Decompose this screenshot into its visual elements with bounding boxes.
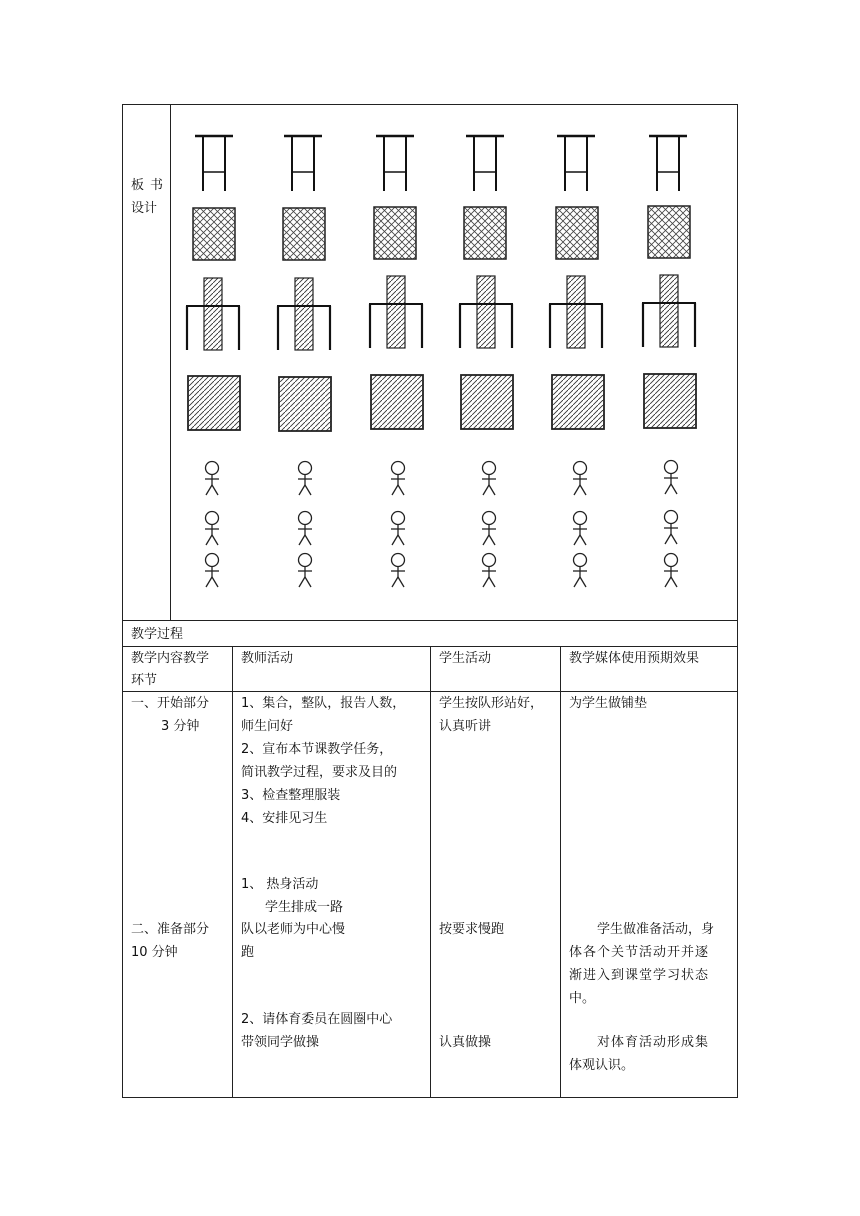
section2-teacher-line: 跑 bbox=[241, 945, 255, 960]
section2-student-exercise: 认真做操 bbox=[439, 1035, 492, 1050]
section2-content-line1: 二、准备部分 bbox=[131, 922, 210, 937]
section2-teacher-line: 2、请体育委员在圆圈中心 bbox=[241, 1012, 393, 1027]
board-label-line2: 设计 bbox=[131, 201, 158, 216]
section1-content-line2: 3 分钟 bbox=[161, 719, 200, 734]
section2-media-line: 渐进入到课堂学习状态 bbox=[569, 968, 710, 983]
board-divider bbox=[170, 104, 171, 620]
section2-teacher-line: 带领同学做操 bbox=[241, 1035, 320, 1050]
section1-teacher-line: 2、宣布本节课教学任务， bbox=[241, 742, 393, 757]
header-teacher: 教师活动 bbox=[241, 651, 294, 666]
section1-teacher-line: 3、检查整理服装 bbox=[241, 788, 341, 803]
section2-teacher-line: 学生排成一路 bbox=[265, 900, 344, 915]
header-student: 学生活动 bbox=[439, 651, 492, 666]
process-title: 教学过程 bbox=[131, 627, 184, 642]
section2-media-line: 学生做准备活动，身 bbox=[597, 922, 715, 937]
column-divider bbox=[560, 646, 561, 1098]
section1-student-line: 认真听讲 bbox=[439, 719, 492, 734]
section1-teacher-line: 1、集合，整队，报告人数， bbox=[241, 696, 406, 711]
header-media: 教学媒体使用预期效果 bbox=[569, 651, 700, 666]
section1-media-line: 为学生做铺垫 bbox=[569, 696, 648, 711]
section1-student-line: 学生按队形站好， bbox=[439, 696, 544, 711]
board-drawing bbox=[179, 116, 704, 594]
section1-teacher-line: 简讯教学过程，要求及目的 bbox=[241, 765, 398, 780]
section2-media-line: 体观认识。 bbox=[569, 1058, 635, 1073]
section1-content-line1: 一、开始部分 bbox=[131, 696, 210, 711]
section2-media-line: 对体育活动形成集 bbox=[597, 1035, 710, 1050]
section2-teacher-line: 1、 热身活动 bbox=[241, 877, 319, 892]
section2-content-line2: 10 分钟 bbox=[131, 945, 178, 960]
section2-media-line: 体各个关节活动开并逐 bbox=[569, 945, 710, 960]
section1-teacher-line: 4、安排见习生 bbox=[241, 811, 328, 826]
section2-teacher-line: 队以老师为中心慢 bbox=[241, 922, 346, 937]
section2-student-run: 按要求慢跑 bbox=[439, 922, 505, 937]
row-divider bbox=[122, 620, 738, 621]
header-content-line1: 教学内容教学 bbox=[131, 651, 210, 666]
column-divider bbox=[430, 646, 431, 1098]
header-content-line2: 环节 bbox=[131, 673, 158, 688]
column-divider bbox=[232, 646, 233, 1098]
section2-media-line: 中。 bbox=[569, 991, 596, 1006]
section1-teacher-line: 师生问好 bbox=[241, 719, 294, 734]
board-label-line1: 板书 bbox=[131, 178, 170, 193]
